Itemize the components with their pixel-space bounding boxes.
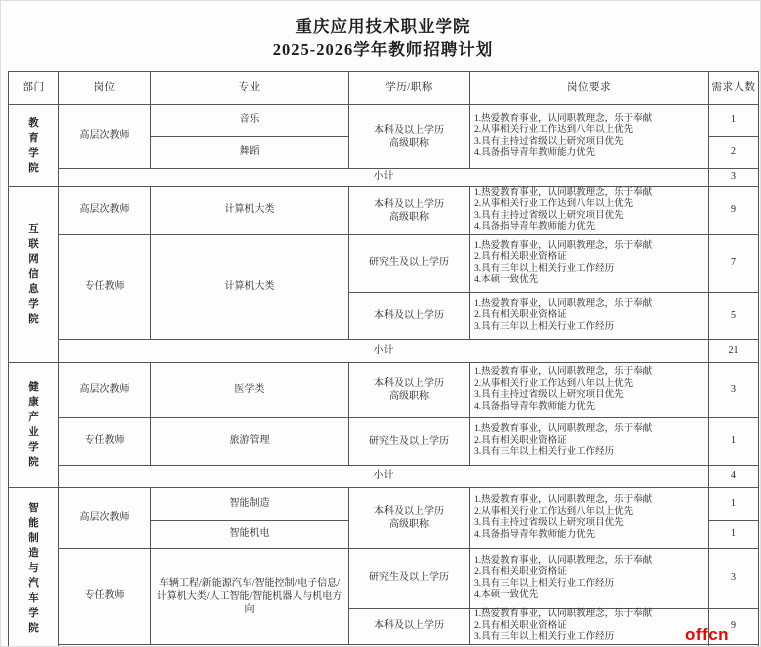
subtotal-count: 21	[709, 340, 759, 363]
major-cell: 计算机大类	[151, 187, 349, 235]
position-cell: 高层次教师	[59, 488, 151, 549]
qualification-cell: 本科及以上学历 高级职称	[349, 187, 470, 235]
requirements-cell: 1.热爱教育事业，认同职教理念，乐于奉献 2.具有相关职业资格证 3.具有三年以上相关行业工作经历	[470, 293, 709, 340]
major-cell: 智能制造	[151, 488, 349, 521]
department-cell	[9, 187, 59, 363]
department-name: 健康产业学院	[28, 382, 39, 468]
major-cell: 医学类	[151, 363, 349, 418]
position-cell: 高层次教师	[59, 363, 151, 418]
qualification-cell: 研究生及以上学历	[349, 418, 470, 466]
section-health-industry	[9, 363, 759, 488]
requirements-cell: 1.热爱教育事业，认同职教理念，乐于奉献 2.具有相关职业资格证 3.具有三年以上相关行业工作经历	[470, 418, 709, 466]
group-row	[59, 235, 759, 340]
group-row	[59, 488, 759, 549]
department-name: 互联网信息学院	[28, 224, 39, 325]
page-subtitle: 2025-2026学年教师招聘计划	[272, 40, 494, 59]
subtotal-count: 4	[709, 466, 759, 488]
department-name: 智能制造与汽车学院	[28, 502, 39, 634]
major-cell: 舞蹈	[151, 137, 349, 169]
headcount-cell: 1	[709, 488, 759, 521]
department-cell	[9, 105, 59, 187]
requirements-cell: 1.热爱教育事业，认同职教理念，乐于奉献 2.具有相关职业资格证 3.具有三年以上相关行业工作经历 4.本硕一致优先	[470, 549, 709, 609]
variant-row	[349, 549, 759, 609]
section-education	[9, 105, 759, 187]
major-cell: 计算机大类	[151, 235, 349, 340]
major-column	[151, 488, 349, 549]
header-department: 部门	[9, 72, 59, 105]
headcount-cell: 3	[709, 363, 759, 418]
section-internet-information	[9, 187, 759, 363]
table-header-row	[9, 72, 759, 105]
position-cell: 专任教师	[59, 235, 151, 340]
subtotal-row	[59, 466, 759, 488]
headcount-cell: 5	[709, 293, 759, 340]
group-row	[59, 549, 759, 645]
header-headcount: 需求人数	[709, 72, 759, 105]
variant-column	[349, 235, 759, 340]
major-cell: 智能机电	[151, 521, 349, 549]
page-title: 重庆应用技术职业学院	[295, 17, 471, 36]
qualification-cell: 本科及以上学历	[349, 609, 470, 645]
subtotal-count: 3	[709, 169, 759, 187]
headcount-cell: 3	[709, 549, 759, 609]
header-qualification: 学历/职称	[349, 72, 470, 105]
headcount-column	[709, 488, 759, 549]
headcount-column	[709, 105, 759, 169]
headcount-cell: 2	[709, 137, 759, 169]
subtotal-row	[59, 340, 759, 363]
requirements-cell: 1.热爱教育事业，认同职教理念，乐于奉献 2.从事相关行业工作达到八年以上优先 3.具有主持过省级以上研究项目优先 4.具备指导青年教师能力优先	[470, 488, 709, 549]
subtotal-label: 小计	[59, 340, 709, 363]
group-row	[59, 418, 759, 466]
headcount-cell: 7	[709, 235, 759, 293]
group-row	[59, 187, 759, 235]
position-cell: 高层次教师	[59, 105, 151, 169]
qualification-cell: 本科及以上学历 高级职称	[349, 363, 470, 418]
headcount-cell: 1	[709, 105, 759, 137]
variant-row	[349, 235, 759, 293]
position-cell: 专任教师	[59, 549, 151, 645]
header-major: 专业	[151, 72, 349, 105]
major-cell: 车辆工程/新能源汽车/智能控制/电子信息/计算机大类/人工智能/智能机器人与机电方向	[151, 549, 349, 645]
header-position: 岗位	[59, 72, 151, 105]
requirements-cell: 1.热爱教育事业，认同职教理念，乐于奉献 2.从事相关行业工作达到八年以上优先 3.具有主持过省级以上研究项目优先 4.具备指导青年教师能力优先	[470, 363, 709, 418]
header-requirements: 岗位要求	[470, 72, 709, 105]
department-cell	[9, 363, 59, 488]
qualification-cell: 本科及以上学历	[349, 293, 470, 340]
qualification-cell: 本科及以上学历 高级职称	[349, 105, 470, 169]
department-name: 教育学院	[28, 117, 39, 174]
position-cell: 高层次教师	[59, 187, 151, 235]
headcount-cell: 1	[709, 521, 759, 549]
variant-row	[349, 293, 759, 340]
position-cell: 专任教师	[59, 418, 151, 466]
offcn-watermark-logo: offcn	[685, 625, 730, 644]
recruitment-table	[8, 71, 759, 647]
requirements-cell: 1.热爱教育事业，认同职教理念，乐于奉献 2.从事相关行业工作达到八年以上优先 3.具有主持过省级以上研究项目优先 4.具备指导青年教师能力优先	[470, 105, 709, 169]
group-row	[59, 363, 759, 418]
requirements-cell: 1.热爱教育事业，认同职教理念，乐于奉献 2.从事相关行业工作达到八年以上优先 3.具有主持过省级以上研究项目优先 4.具备指导青年教师能力优先	[470, 187, 709, 235]
major-cell: 旅游管理	[151, 418, 349, 466]
headcount-cell: 9	[709, 609, 759, 645]
major-column	[151, 105, 349, 169]
requirements-cell: 1.热爱教育事业，认同职教理念，乐于奉献 2.具有相关职业资格证 3.具有三年以上相关行业工作经历 4.本硕一致优先	[470, 235, 709, 293]
headcount-cell: 1	[709, 418, 759, 466]
headcount-cell: 9	[709, 187, 759, 235]
title-block	[8, 15, 758, 61]
group-row	[59, 105, 759, 169]
subtotal-row	[59, 169, 759, 187]
subtotal-label: 小计	[59, 466, 709, 488]
major-cell: 音乐	[151, 105, 349, 137]
subtotal-label: 小计	[59, 169, 709, 187]
requirements-cell: 1.热爱教育事业，认同职教理念，乐于奉献 2.具有相关职业资格证 3.具有三年以上相关行业工作经历	[470, 609, 709, 645]
qualification-cell: 研究生及以上学历	[349, 235, 470, 293]
qualification-cell: 研究生及以上学历	[349, 549, 470, 609]
department-cell	[9, 488, 59, 647]
qualification-cell: 本科及以上学历 高级职称	[349, 488, 470, 549]
section-intelligent-manufacturing-automotive	[9, 488, 759, 647]
